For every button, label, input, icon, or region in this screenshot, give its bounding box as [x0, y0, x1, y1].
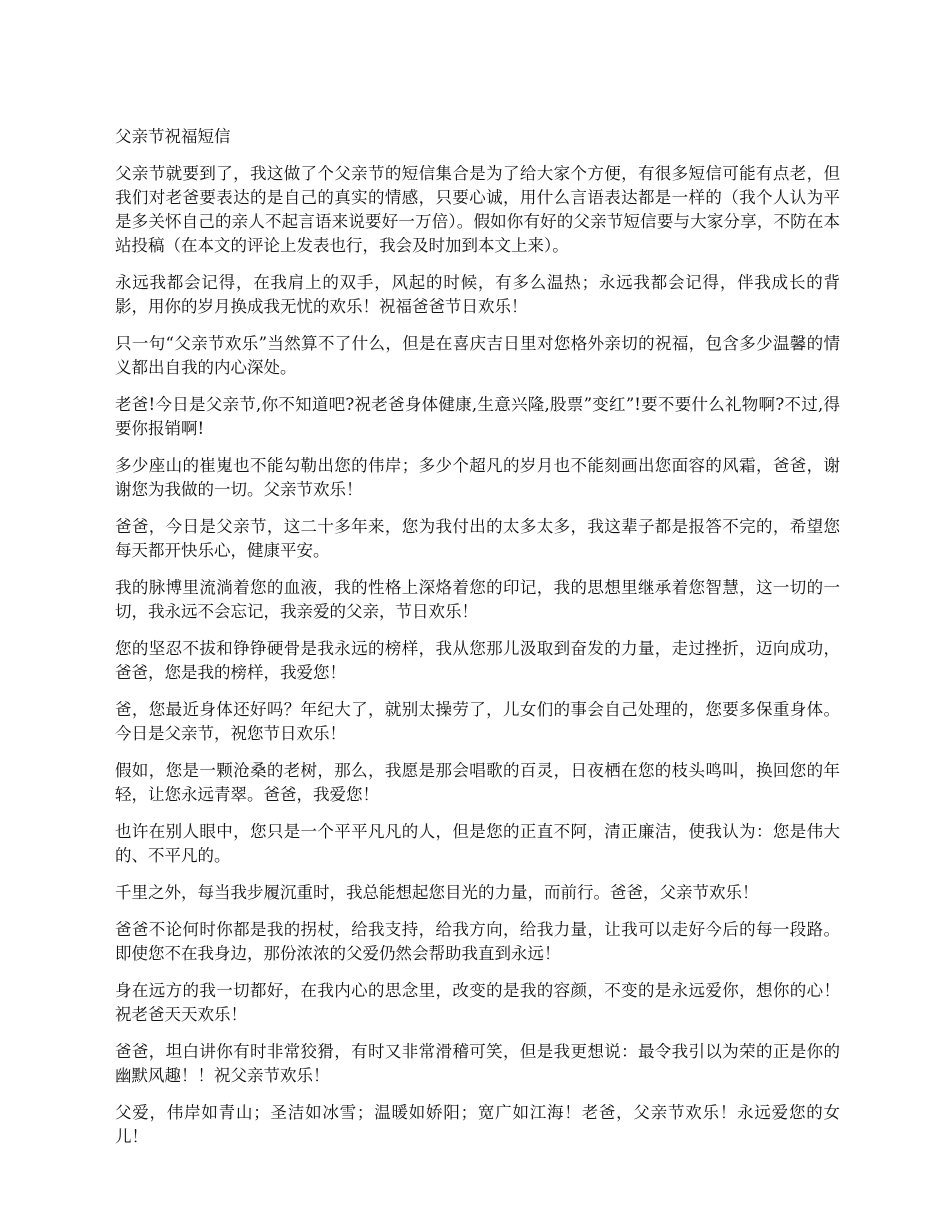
document-title: 父亲节祝福短信	[115, 127, 231, 146]
paragraph: 身在远方的我一切都好，在我内心的思念里，改变的是我的容颜，不变的是永远爱你，想你的心！祝老爸天天欢乐！	[115, 981, 840, 1024]
paragraph: 只一句“父亲节欢乐”当然算不了什么，但是在喜庆吉日里对您格外亲切的祝福，包含多少温馨的情义都出自我的内心深处。	[115, 334, 840, 377]
paragraph: 永远我都会记得，在我肩上的双手，风起的时候，有多么温热；永远我都会记得，伴我成长的背影，用你的岁月换成我无忧的欢乐！祝福爸爸节日欢乐！	[115, 273, 840, 316]
paragraph: 我的脉博里流淌着您的血液，我的性格上深烙着您的印记，我的思想里继承着您智慧，这一切的一切，我永远不会忘记，我亲爱的父亲，节日欢乐！	[115, 578, 840, 621]
paragraph: 老爸!今日是父亲节,你不知道吧?祝老爸身体健康,生意兴隆,股票”变红”!要不要什么礼物啊?不过,得要你报销啊!	[115, 395, 840, 438]
document-page	[115, 125, 840, 1162]
paragraph: 千里之外，每当我步履沉重时，我总能想起您目光的力量，而前行。爸爸，父亲节欢乐！	[115, 883, 759, 902]
paragraph: 您的坚忍不拔和铮铮硬骨是我永远的榜样，我从您那儿汲取到奋发的力量，走过挫折，迈向成功，爸爸，您是我的榜样，我爱您！	[115, 639, 840, 682]
paragraph-intro: 父亲节就要到了，我这做了个父亲节的短信集合是为了给大家个方便，有很多短信可能有点老，但我们对老爸要表达的是自己的真实的情感，只要心诚，用什么言语表达都是一样的（我个人认为平是多关怀自己的亲人不起言语来说要好一万倍）。假如你有好的父亲节短信要与大家分享，不防在本站投稿（在本文的评论上发表也行，我会及时加到本文上来）。	[115, 164, 840, 255]
paragraph: 爸爸，今日是父亲节，这二十多年来，您为我付出的太多太多，我这辈子都是报答不完的，希望您每天都开快乐心，健康平安。	[115, 517, 840, 560]
paragraph: 爸，您最近身体还好吗？年纪大了，就别太操劳了，儿女们的事会自己处理的，您要多保重身体。今日是父亲节，祝您节日欢乐！	[115, 700, 840, 743]
paragraph: 爸爸不论何时你都是我的拐杖，给我支持，给我方向，给我力量，让我可以走好今后的每一段路。即使您不在我身边，那份浓浓的父爱仍然会帮助我直到永远！	[115, 920, 840, 963]
paragraph: 多少座山的崔嵬也不能勾勒出您的伟岸；多少个超凡的岁月也不能刻画出您面容的风霜，爸爸，谢谢您为我做的一切。父亲节欢乐！	[115, 456, 840, 499]
paragraph-closing: 父爱，伟岸如青山；圣洁如冰雪；温暖如娇阳；宽广如江海！老爸，父亲节欢乐！永远爱您的女儿！	[115, 1103, 840, 1146]
paragraph: 假如，您是一颗沧桑的老树，那么，我愿是那会唱歌的百灵，日夜栖在您的枝头鸣叫，换回您的年轻，让您永远青翠。爸爸，我爱您！	[115, 761, 840, 804]
paragraph: 爸爸，坦白讲你有时非常狡猾，有时又非常滑稽可笑，但是我更想说：最令我引以为荣的正是你的幽默风趣！！祝父亲节欢乐！	[115, 1042, 840, 1085]
paragraph: 也许在别人眼中，您只是一个平平凡凡的人，但是您的正直不阿，清正廉洁，使我认为：您是伟大的、不平凡的。	[115, 822, 840, 865]
